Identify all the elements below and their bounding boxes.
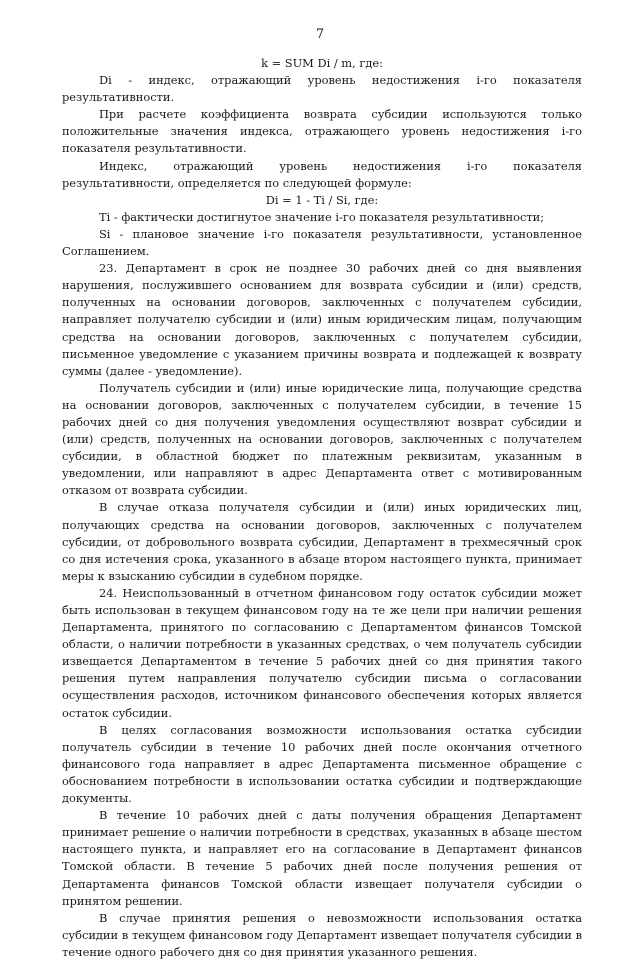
paragraph-decision-timeline: В течение 10 рабочих дней с даты получения обращения Департамент принимает решение о наличии потребности в средствах, указанных в абзаце шестом настоящего пункта, и направляет его на согласование в Департамент финансов Томской области. В течение 5 рабочих дней после получения решения от Департамента финансов Томской области извещает получателя субсидии о принятом решении. xyxy=(62,808,582,908)
paragraph-return-procedure: Получатель субсидии и (или) иные юридические лица, получающие средства на основании договоров, заключенных с получателем субсидии, в течение 15 рабочих дней со дня получения уведомления осуществляют возврат субсидии и (или) средств, полученных на основании договоров, заключенных с получателем субсидии, в областной бюджет по платежным реквизитам, указанным в уведомлении, или направляют в адрес Департамента ответ с мотивированным отказом от возврата субсидии. xyxy=(62,380,582,498)
paragraph-court-recovery: В случае отказа получателя субсидии и (или) иных юридических лиц, получающих средства на основании договоров, заключенных с получателем субсидии, от добровольного возврата субсидии, Департамент в трехмесячный срок со дня истечения срока, указанного в абзаце втором настоящего пункта, принимает меры к взысканию субсидии в судебном порядке. xyxy=(62,500,582,583)
document-body xyxy=(62,55,582,961)
paragraph-clause-23: 23. Департамент в срок не позднее 30 рабочих дней со дня выявления нарушения, послужившего основанием для возврата субсидии и (или) средств, полученных на основании договоров, заключенных с получателем субсидии, направляет получателю субсидии и (или) иным юридическим лицам, получающим средства на основании договоров, заключенных с получателем субсидии, письменное уведомление с указанием причины возврата и подлежащей к возврату суммы (далее - уведомление). xyxy=(62,261,582,378)
paragraph-positive-values: При расчете коэффициента возврата субсидии используются только положительные значения индекса, отражающего уровень недостижения i-го показателя результативности. xyxy=(62,107,582,156)
formula-di: Di = 1 - Ti / Si, где: xyxy=(265,192,379,207)
paragraph-ti-definition: Ti - фактически достигнутое значение i-го показателя результативности; xyxy=(99,209,545,224)
paragraph-index-formula-intro: Индекс, отражающий уровень недостижения i-го показателя результативности, определяется по следующей формуле: xyxy=(62,158,582,190)
paragraph-impossibility-notice: В случае принятия решения о невозможности использования остатка субсидии в текущем финансовом году Департамент извещает получателя субсидии в течение одного рабочего дня со дня принятия указанного решения. xyxy=(62,910,582,959)
paragraph-approval-request: В целях согласования возможности использования остатка субсидии получатель субсидии в течение 10 рабочих дней после окончания отчетного финансового года направляет в адрес Департамента письменное обращение с обоснованием потребности в использовании остатка субсидии и подтверждающие документы. xyxy=(62,722,582,806)
paragraph-si-definition: Si - плановое значение i-го показателя результативности, установленное Соглашением. xyxy=(62,226,582,259)
page-number: 7 xyxy=(315,27,325,42)
paragraph-di-definition: Di - индекс, отражающий уровень недостижения i-го показателя результативности. xyxy=(62,73,582,105)
paragraph-clause-24: 24. Неиспользованный в отчетном финансовом году остаток субсидии может быть использован в текущем финансовом году на те же цели при наличии решения Департамента, принятого по согласованию с Департаментом финансов Томской области, о наличии потребности в указанных средствах, о чем получатель субсидии извещается Департаментом в течение 5 рабочих дней со дня принятия такого решения путем направления получателю субсидии письма о согласовании осуществления расходов, источником финансового обеспечения которых является остаток субсидии. xyxy=(62,585,582,720)
formula-k: k = SUM Di / m, где: xyxy=(261,56,383,70)
